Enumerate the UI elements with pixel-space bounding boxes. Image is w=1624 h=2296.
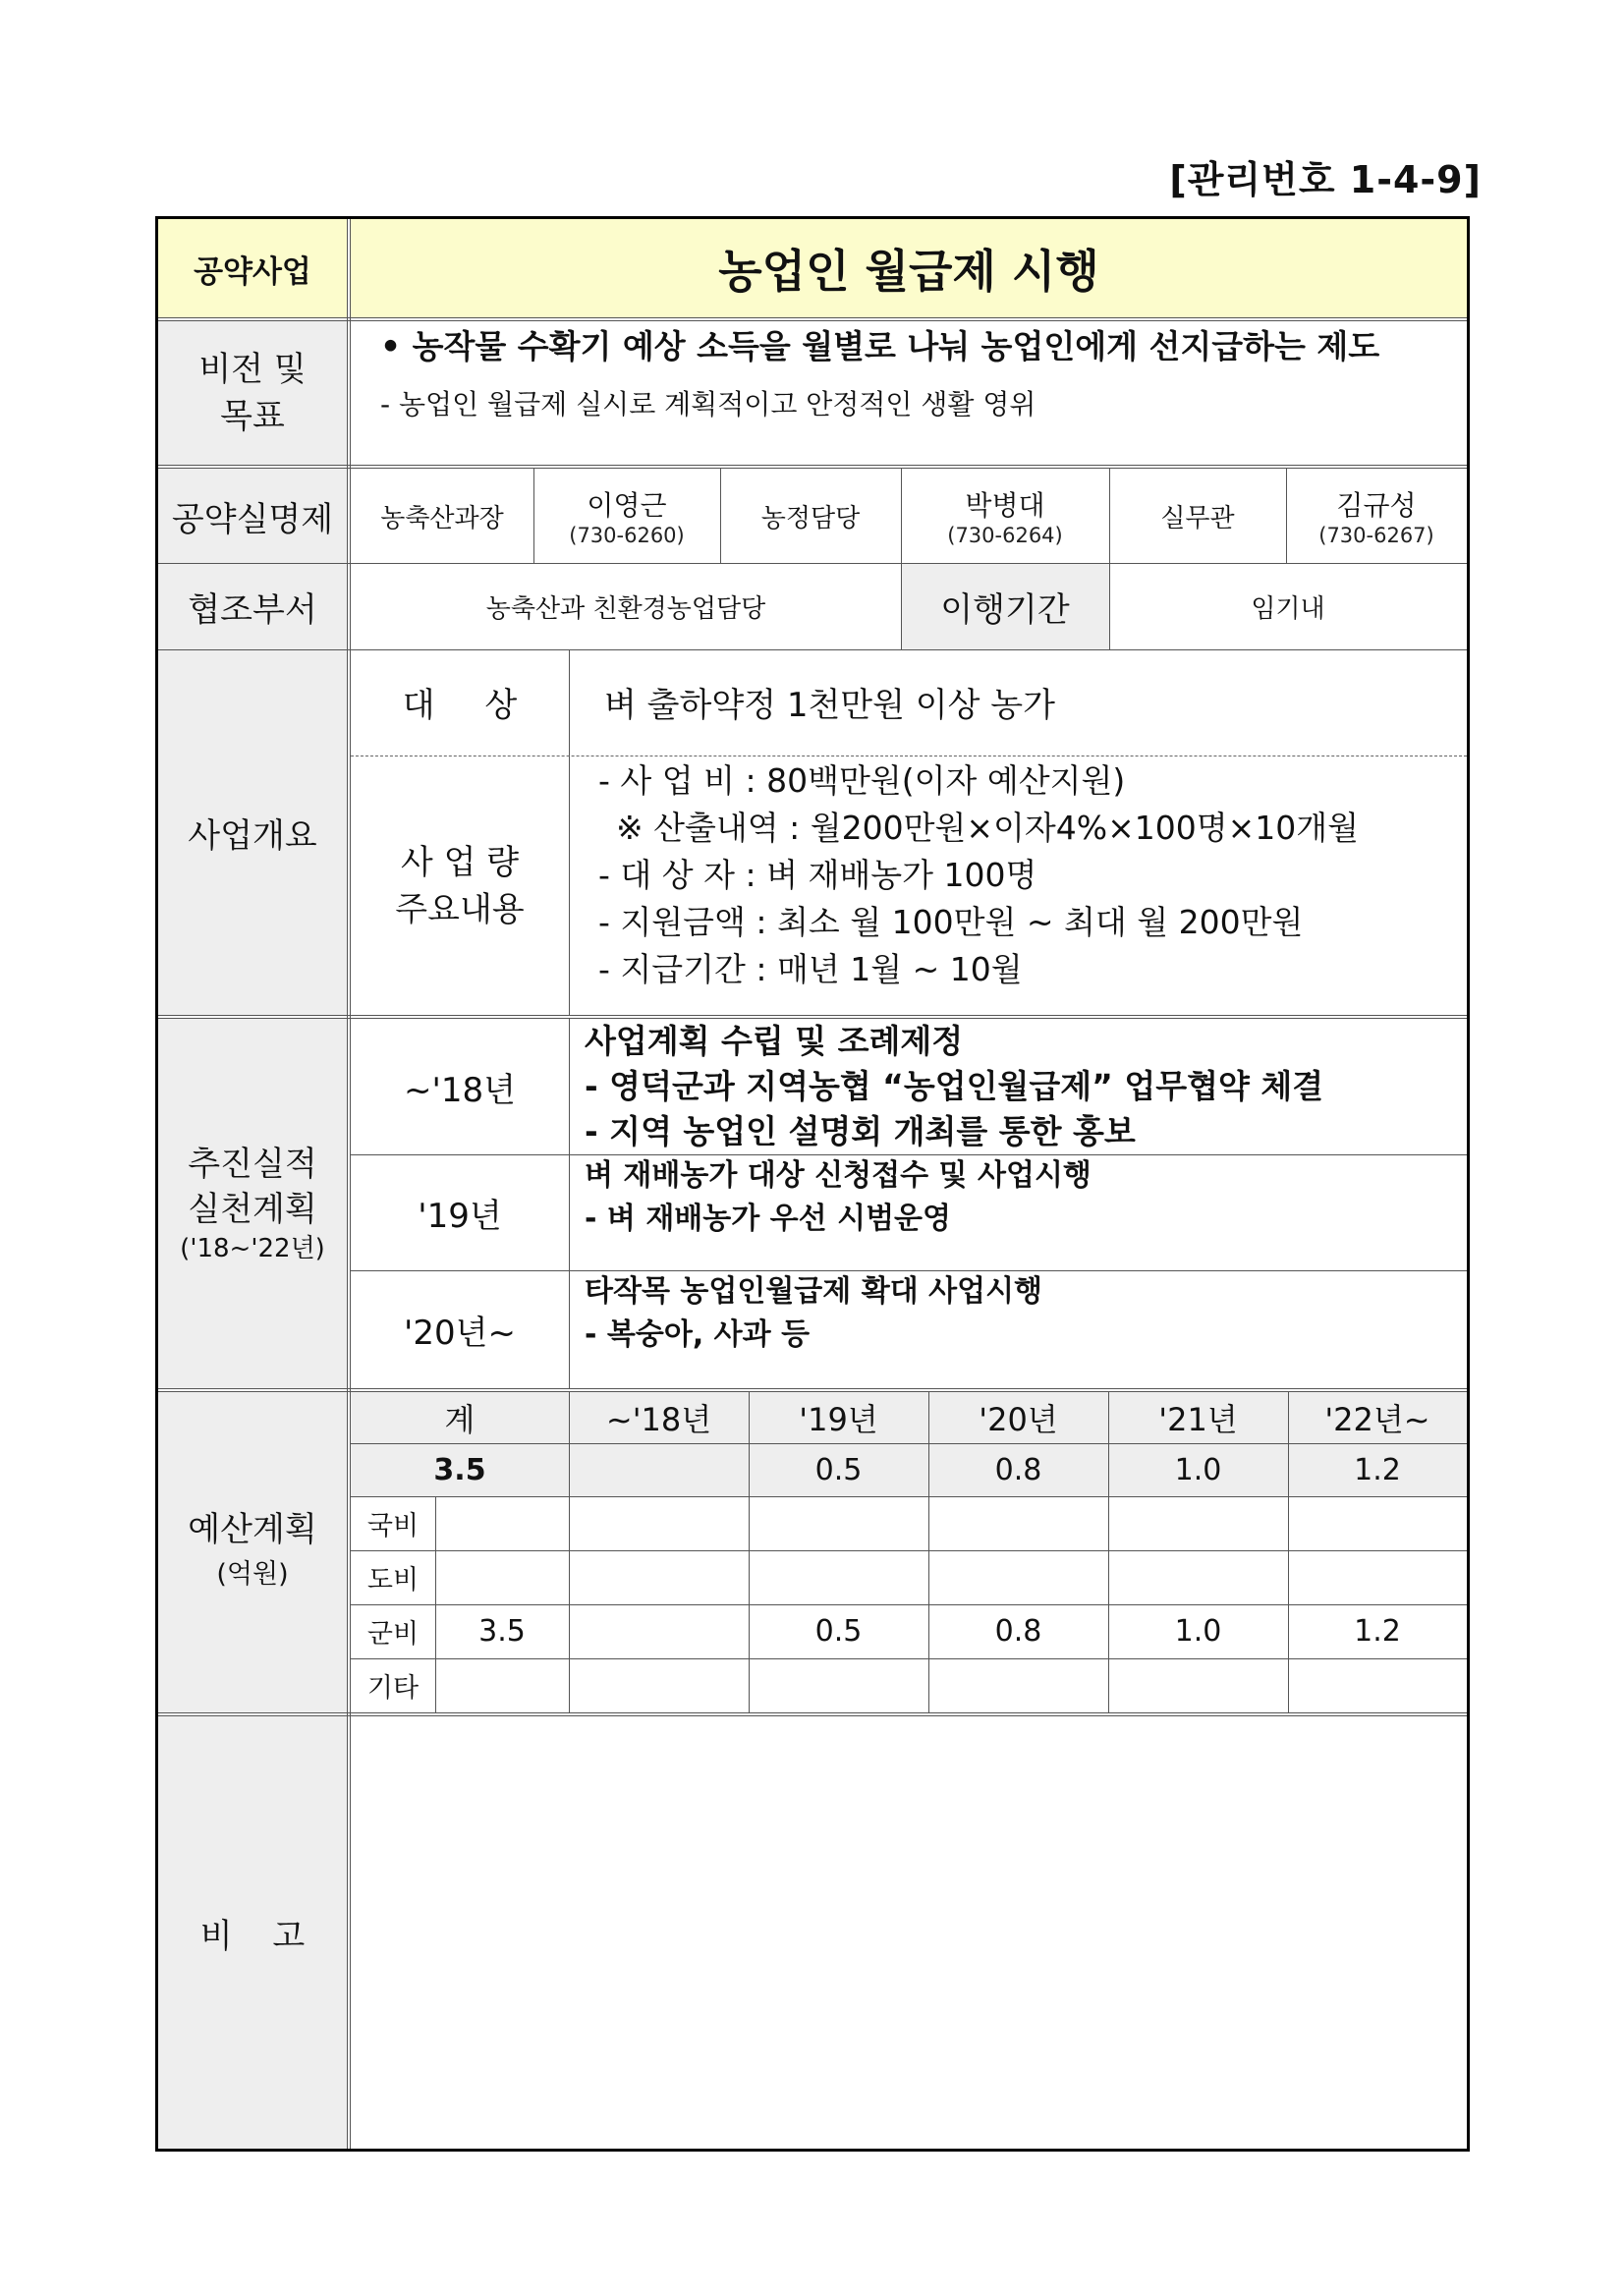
responsible-person1 xyxy=(533,469,720,563)
budget-header: '22년~ xyxy=(1288,1392,1467,1443)
budget-label-line2: (억원) xyxy=(216,1559,289,1590)
management-number: [관리번호 1-4-9] xyxy=(1169,158,1482,201)
budget-cell xyxy=(569,1496,749,1550)
progress-label-line3: ('18~'22년) xyxy=(180,1234,325,1263)
budget-cell xyxy=(1288,1658,1467,1712)
overview-content xyxy=(569,757,1467,1015)
budget-cell xyxy=(435,1550,569,1604)
responsible-dept3: 실무관 xyxy=(1160,503,1235,533)
budget-label xyxy=(158,1392,347,1712)
target-label: 대 상 xyxy=(402,685,518,725)
overview-label: 사업개요 xyxy=(158,649,347,1015)
amount-label xyxy=(351,757,569,1015)
budget-source: 도비 xyxy=(366,1565,420,1596)
cell-divider xyxy=(1109,469,1110,649)
pledge-label: 공약사업 xyxy=(158,219,347,317)
budget-total: 3.5 xyxy=(351,1443,569,1496)
person3-name: 김규성 xyxy=(1336,489,1417,522)
budget-total xyxy=(569,1443,749,1496)
budget-header: '19년 xyxy=(749,1392,928,1443)
progress-line: 타작목 농업인월급제 확대 사업시행 xyxy=(585,1274,1043,1309)
row-divider xyxy=(351,1550,1467,1551)
cell-divider xyxy=(1288,1392,1289,1712)
overview-line: - 대 상 자 : 벼 재배농가 100명 xyxy=(598,856,1037,894)
budget-cell xyxy=(1108,1496,1288,1550)
budget-header: ~'18년 xyxy=(569,1392,749,1443)
responsible-person3 xyxy=(1286,469,1467,563)
row-divider xyxy=(351,1270,1467,1271)
progress-line: - 영덕군과 지역농협 “농업인월급제” 업무협약 체결 xyxy=(585,1067,1324,1105)
responsible-dept1: 농축산과장 xyxy=(380,503,504,533)
person1-name: 이영근 xyxy=(587,489,667,522)
cell-divider xyxy=(569,1019,570,1388)
progress-line: - 복숭아, 사과 등 xyxy=(585,1317,811,1352)
period-value: 임기내 xyxy=(1251,593,1325,624)
row-divider xyxy=(158,563,1467,564)
budget-cell: 1.2 xyxy=(1354,1614,1401,1649)
vision-main: • 농작물 수확기 예상 소득을 월별로 나눠 농업인에게 선지급하는 제도 xyxy=(380,327,1380,365)
budget-total: 1.0 xyxy=(1108,1443,1288,1496)
remarks-value xyxy=(351,1716,1467,2149)
overview-line: ※ 산출내역 : 월200만원×이자4%×100명×10개월 xyxy=(616,809,1360,847)
budget-cell xyxy=(928,1658,1108,1712)
budget-cell xyxy=(928,1550,1108,1604)
budget-cell xyxy=(569,1604,749,1658)
overview-line: - 지급기간 : 매년 1월 ~ 10월 xyxy=(598,950,1023,988)
budget-header: '20년 xyxy=(928,1392,1108,1443)
responsible-dept2: 농정담당 xyxy=(760,503,861,533)
budget-cell xyxy=(435,1496,569,1550)
progress-line: 벼 재배농가 대상 신청접수 및 사업시행 xyxy=(585,1158,1092,1193)
amount-label-line1: 사 업 량 xyxy=(400,843,520,882)
budget-cell: 3.5 xyxy=(478,1614,526,1649)
row-divider xyxy=(158,1388,1467,1392)
progress-label-line1: 추진실적 xyxy=(188,1145,317,1184)
vision-label xyxy=(158,321,347,465)
budget-cell xyxy=(749,1658,928,1712)
person2-phone: (730-6264) xyxy=(947,524,1063,547)
row-divider xyxy=(158,465,1467,469)
cooperation-value: 농축산과 친환경농업담당 xyxy=(485,593,766,624)
progress-line: - 벼 재배농가 우선 시범운영 xyxy=(585,1202,952,1236)
pledge-document-table xyxy=(155,216,1470,2152)
progress-year: ~'18년 xyxy=(404,1070,516,1110)
row-divider xyxy=(351,1154,1467,1155)
label-column-divider xyxy=(347,219,351,2149)
person1-phone: (730-6260) xyxy=(569,524,685,547)
responsible-label: 공약실명제 xyxy=(158,469,347,563)
person3-phone: (730-6267) xyxy=(1318,524,1434,547)
row-divider xyxy=(351,1604,1467,1605)
cell-divider xyxy=(928,1392,929,1712)
budget-cell xyxy=(435,1658,569,1712)
cell-divider xyxy=(749,1392,750,1712)
budget-cell xyxy=(1288,1496,1467,1550)
overview-line: - 사 업 비 : 80백만원(이자 예산지원) xyxy=(598,761,1126,800)
progress-label xyxy=(158,1019,347,1388)
progress-content xyxy=(569,1154,1467,1270)
cell-divider xyxy=(569,649,570,1015)
budget-source: 기타 xyxy=(366,1673,420,1704)
vision-label-line2: 목표 xyxy=(220,397,285,436)
progress-year: '19년 xyxy=(418,1196,502,1236)
period-label: 이행기간 xyxy=(901,563,1109,649)
row-divider xyxy=(351,1443,1467,1444)
budget-cell xyxy=(569,1550,749,1604)
row-divider xyxy=(351,1496,1467,1497)
cell-divider xyxy=(720,469,721,563)
budget-total: 0.8 xyxy=(928,1443,1108,1496)
progress-line: 사업계획 수립 및 조례제정 xyxy=(585,1022,964,1060)
budget-cell xyxy=(1288,1550,1467,1604)
row-divider xyxy=(158,317,1467,321)
budget-cell xyxy=(928,1496,1108,1550)
progress-content xyxy=(569,1019,1467,1154)
budget-cell: 0.5 xyxy=(814,1614,863,1649)
target-value: 벼 출하약정 1천만원 이상 농가 xyxy=(604,685,1055,725)
budget-total: 1.2 xyxy=(1288,1443,1467,1496)
cell-divider xyxy=(901,469,902,649)
budget-cell xyxy=(1108,1550,1288,1604)
vision-sub: - 농업인 월급제 실시로 계획적이고 안정적인 생활 영위 xyxy=(380,388,1036,420)
row-divider xyxy=(158,1712,1467,1716)
cell-divider xyxy=(1108,1392,1109,1712)
cell-divider xyxy=(1286,469,1287,563)
budget-cell xyxy=(569,1658,749,1712)
progress-year: '20년~ xyxy=(404,1313,516,1353)
cell-divider xyxy=(569,1392,570,1712)
budget-header: '21년 xyxy=(1108,1392,1288,1443)
budget-cell xyxy=(1108,1658,1288,1712)
budget-cell: 1.0 xyxy=(1174,1614,1222,1649)
budget-label-line1: 예산계획 xyxy=(188,1510,317,1549)
budget-total: 0.5 xyxy=(749,1443,928,1496)
budget-cell: 0.8 xyxy=(994,1614,1042,1649)
progress-content xyxy=(569,1270,1467,1388)
overview-line: - 지원금액 : 최소 월 100만원 ~ 최대 월 200만원 xyxy=(598,903,1304,941)
person2-name: 박병대 xyxy=(965,489,1045,522)
cell-divider xyxy=(533,469,534,563)
responsible-person2 xyxy=(901,469,1109,563)
progress-label-line2: 실천계획 xyxy=(188,1190,317,1229)
vision-label-line1: 비전 및 xyxy=(198,350,307,389)
progress-line: - 지역 농업인 설명회 개최를 통한 홍보 xyxy=(585,1112,1136,1150)
budget-source: 군비 xyxy=(366,1619,420,1650)
cooperation-label: 협조부서 xyxy=(158,563,347,649)
remarks-label: 비 고 xyxy=(158,1716,347,2149)
budget-source: 국비 xyxy=(366,1511,420,1541)
cell-divider xyxy=(435,1496,436,1712)
vision-content xyxy=(351,321,1467,465)
row-divider xyxy=(351,1658,1467,1659)
budget-header: 계 xyxy=(351,1392,569,1443)
row-divider xyxy=(158,1015,1467,1019)
pledge-title: 농업인 월급제 시행 xyxy=(351,219,1467,317)
row-divider xyxy=(158,649,1467,650)
budget-cell xyxy=(749,1496,928,1550)
budget-cell xyxy=(749,1550,928,1604)
amount-label-line2: 주요내용 xyxy=(395,890,525,929)
